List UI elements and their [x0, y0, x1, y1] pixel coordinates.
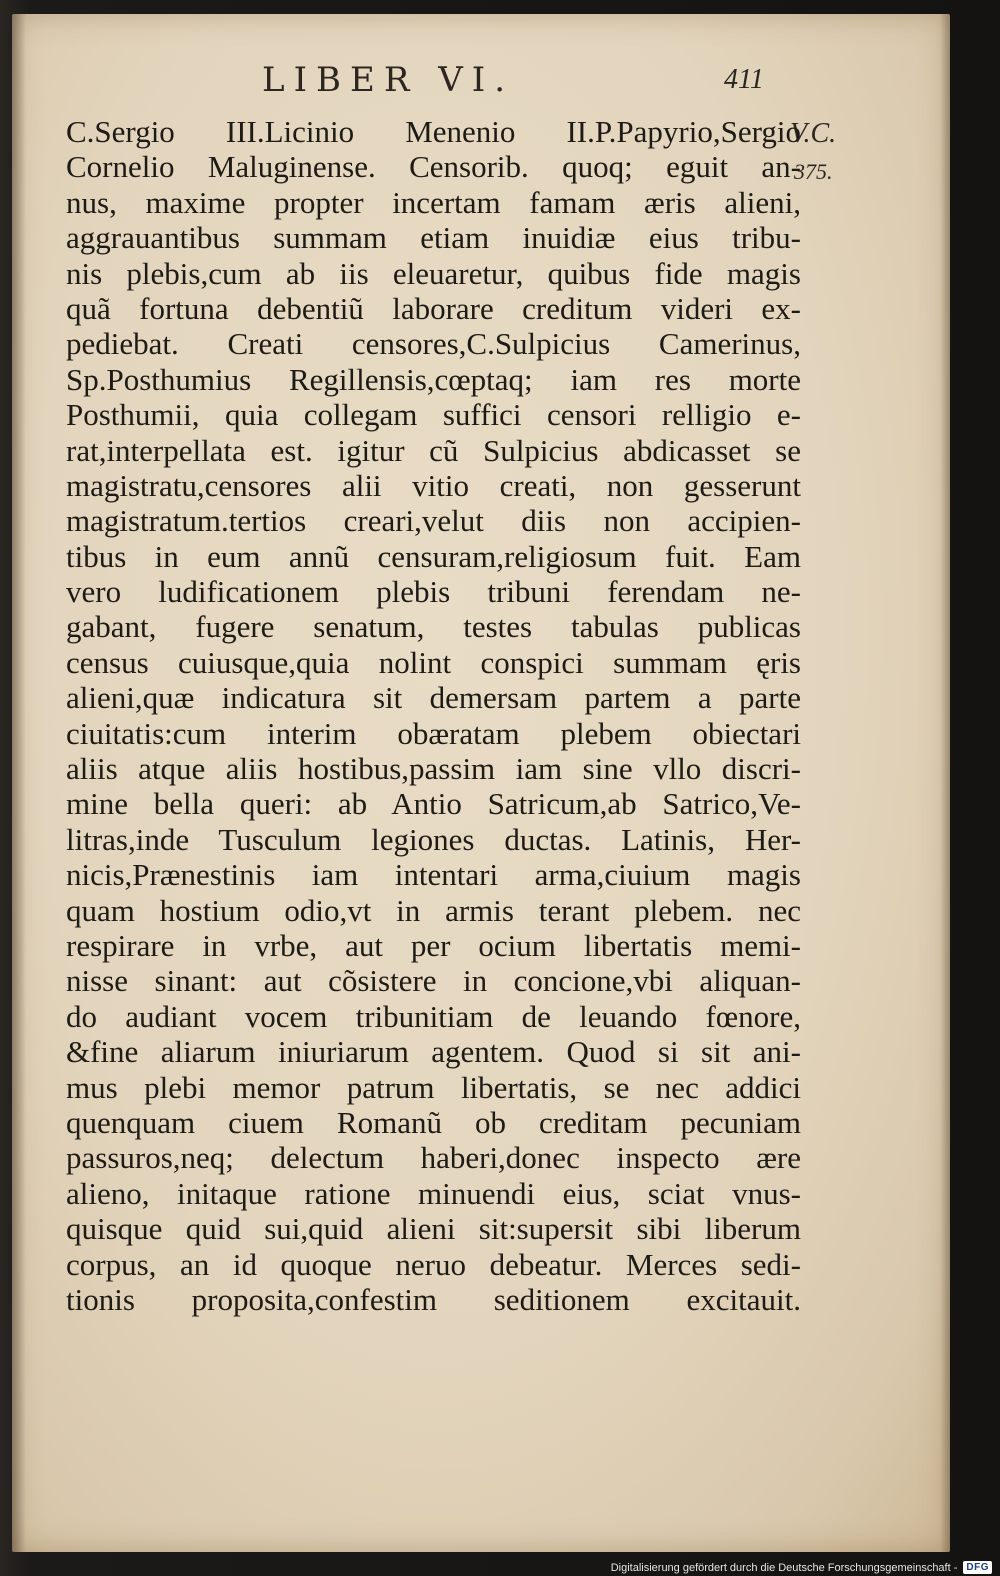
text-line: census cuiusque,quia nolint conspici summam ęris	[66, 644, 801, 680]
text-line: quam hostium odio,vt in armis terant plebem. nec	[66, 892, 801, 928]
text-line: vero ludificationem plebis tribuni ferendam ne-	[66, 574, 801, 610]
text-line: tionis proposita,confestim seditionem excitauit.	[66, 1281, 801, 1317]
book-page	[12, 14, 950, 1552]
text-line: nis plebis,cum ab iis eleuaretur, quibus fide magis	[66, 255, 801, 291]
text-line: quisque quid sui,quid alieni sit:supersit sibi liberum	[66, 1211, 801, 1247]
text-line: rat,interpellata est. igitur cũ Sulpicius abdicasset se	[66, 432, 801, 468]
margin-note-year: 375.	[794, 159, 833, 184]
footer-credit: Digitalisierung gefördert durch die Deutsche Forschungsgemeinschaft -	[610, 1561, 958, 1574]
text-line: tibus in eum annũ censuram,religiosum fuit. Eam	[66, 538, 801, 574]
text-line: ciuitatis:cum interim obæratam plebem obiectari	[66, 715, 801, 751]
text-line: Sp.Posthumius Regillensis,cœptaq; iam res morte	[66, 361, 801, 397]
text-line: do audiant vocem tribunitiam de leuando fœnore,	[66, 998, 801, 1034]
text-line: mine bella queri: ab Antio Satricum,ab Satrico,Ve-	[66, 786, 801, 822]
body-text	[66, 114, 801, 1317]
text-line: pediebat. Creati censores,C.Sulpicius Camerinus,	[66, 326, 801, 362]
dfg-logo: DFG	[963, 1561, 992, 1574]
text-line: mus plebi memor patrum libertatis, se nec addici	[66, 1069, 801, 1105]
text-line: litras,inde Tusculum legiones ductas. Latinis, Her-	[66, 821, 801, 857]
margin-note-year-abbr: V.C.	[790, 118, 837, 149]
text-line: quenquam ciuem Romanũ ob creditam pecuniam	[66, 1104, 801, 1140]
text-line: alieni,quæ indicatura sit demersam partem a parte	[66, 680, 801, 716]
text-line: C.Sergio III.Licinio Menenio II.P.Papyrio,Sergio	[66, 114, 801, 149]
text-line: aggrauantibus summam etiam inuidiæ eius tribu-	[66, 220, 801, 256]
page-number: 411	[724, 64, 764, 95]
text-line: gabant, fugere senatum, testes tabulas publicas	[66, 609, 801, 645]
text-line: nisse sinant: aut cõsistere in concione,vbi aliquan-	[66, 963, 801, 999]
text-line: passuros,neq; delectum haberi,donec inspecto ære	[66, 1140, 801, 1176]
text-line: Posthumii, quia collegam suffici censori relligio e-	[66, 397, 801, 433]
text-line: corpus, an id quoque neruo debeatur. Merces sedi-	[66, 1246, 801, 1282]
running-head: LIBER VI.	[262, 60, 515, 100]
text-line: respirare in vrbe, aut per ocium libertatis memi-	[66, 927, 801, 963]
text-line: &fine aliarum iniuriarum agentem. Quod si sit ani-	[66, 1034, 801, 1070]
text-line: nicis,Prænestinis iam intentari arma,ciuium magis	[66, 857, 801, 893]
text-line: nus, maxime propter incertam famam æris alieni,	[66, 184, 801, 220]
text-line: magistratum.tertios creari,velut diis non accipien-	[66, 503, 801, 539]
text-line: quã fortuna debentiũ laborare creditum videri ex-	[66, 290, 801, 326]
text-line: alieno, initaque ratione minuendi eius, sciat vnus-	[66, 1175, 801, 1211]
text-line: magistratu,censores alii vitio creati, non gesserunt	[66, 467, 801, 503]
digitization-footer	[611, 1561, 992, 1574]
text-line: Cornelio Maluginense. Censorib. quoq; eguit an-	[66, 149, 801, 185]
text-line: aliis atque aliis hostibus,passim iam sine vllo discri-	[66, 751, 801, 787]
